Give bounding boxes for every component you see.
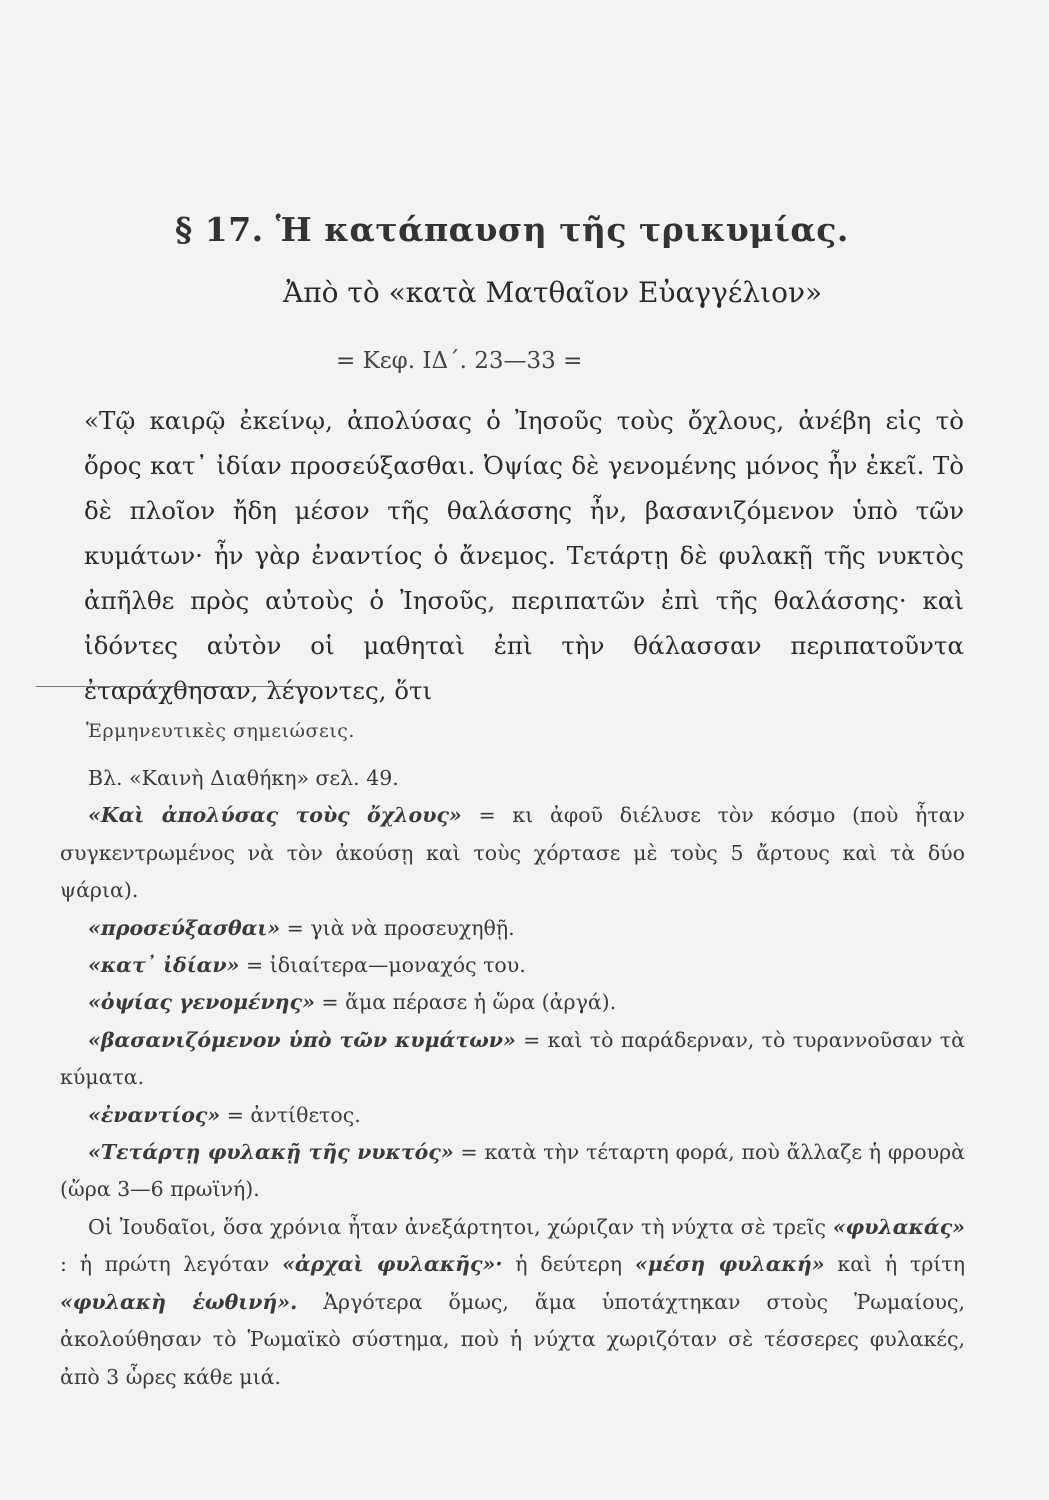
note-explanation: = ἰδιαίτερα—μοναχός του. (246, 953, 526, 978)
note-text: : ἡ πρώτη λεγόταν (60, 1252, 270, 1277)
note-explanation: = ἀντίθετος. (226, 1102, 361, 1127)
note-explanation: = κατὰ τὴν τέταρτη φορά, ποὺ ἄλλαζε ἡ φρουρὰ (ὥρα 3—6 πρωϊνή). (60, 1140, 965, 1202)
section-subtitle: Ἀπὸ τὸ «κατὰ Ματθαῖον Εὐαγγέλιον» (283, 276, 823, 309)
note-explanation: = κι ἀφοῦ διέλυσε τὸν κόσμο (ποὺ ἦταν συγκεντρωμένος νὰ τὸν ἀκούσῃ καὶ τοὺς χόρτασε μὲ τοὺς 5 ἄρτους καὶ τὰ δύο ψάρια). (60, 803, 965, 903)
notes-list (60, 760, 965, 1396)
note-item (60, 1134, 965, 1209)
note-term: «ὀψίας γενομένης» (88, 990, 315, 1015)
note-item (60, 1022, 965, 1097)
note-item (60, 1097, 965, 1134)
note-text: Ἀργότερα ὅμως, ἅμα ὑποτάχτηκαν στοὺς Ῥωμαίους, ἀκολούθησαν τὸ Ῥωμαϊκὸ σύστημα, ποὺ ἡ νύχτα χωριζόταν σὲ τέσσερες φυλακές, ἀπὸ 3 ὧρες κάθε μιά. (60, 1289, 965, 1389)
note-explanation: = καὶ τὸ παράδερναν, τὸ τυραννοῦσαν τὰ κύματα. (60, 1027, 965, 1090)
note-term: «ἀρχαὶ φυλακῆς»· (282, 1252, 503, 1277)
note-term: «Τετάρτῃ φυλακῇ τῆς νυκτός» (88, 1140, 454, 1165)
note-item (60, 760, 965, 797)
section-title: § 17. Ἡ κατάπαυση τῆς τρικυμίας. (175, 210, 849, 249)
note-text: Οἱ Ἰουδαῖοι, ὅσα χρόνια ἦταν ἀνεξάρτητοι, χώριζαν τὴ νύχτα σὲ τρεῖς (88, 1214, 827, 1239)
note-item (60, 947, 965, 984)
chapter-reference: = Κεφ. ΙΔ΄. 23—33 = (336, 348, 583, 374)
note-term: «προσεύξασθαι» (88, 915, 281, 940)
note-text: καὶ ἡ τρίτη (837, 1252, 965, 1277)
note-term: «φυλακάς» (832, 1214, 965, 1239)
note-paragraph (60, 1209, 965, 1396)
notes-heading: Ἑρμηνευτικὲς σημειώσεις. (86, 720, 355, 742)
note-text: ἡ δεύτερη (515, 1252, 623, 1277)
main-gospel-text: «Τῷ καιρῷ ἐκείνῳ, ἀπολύσας ὁ Ἰησοῦς τοὺς ὄχλους, ἀνέβη εἰς τὸ ὄρος κατ᾿ ἰδίαν προσεύξασθαι. Ὀψίας δὲ γενομένης μόνος ἦν ἐκεῖ. Τὸ δὲ πλοῖον ἤδη μέσον τῆς θαλάσσης ἦν, βασανιζόμενον ὑπὸ τῶν κυμάτων· ἦν γὰρ ἐναντίος ὁ ἄνεμος. Τετάρτῃ δὲ φυλακῇ τῆς νυκτὸς ἀπῆλθε πρὸς αὐτοὺς ὁ Ἰησοῦς, περιπατῶν ἐπὶ τῆς θαλάσσης· καὶ ἰδόντες αὐτὸν οἱ μαθηταὶ ἐπὶ τὴν θάλασσαν περιπατοῦντα ἐταράχθησαν, λέγοντες, ὅτι (84, 406, 964, 705)
footnote-divider (36, 686, 314, 687)
note-explanation: = ἅμα πέρασε ἡ ὥρα (ἀργά). (321, 990, 617, 1015)
note-term: «φυλακὴ ἑωθινή». (60, 1289, 298, 1314)
note-term: «κατ᾿ ἰδίαν» (88, 953, 240, 978)
note-item (60, 984, 965, 1021)
note-explanation: = γιὰ νὰ προσευχηθῇ. (286, 915, 515, 940)
note-reference: Βλ. «Καινὴ Διαθήκη» σελ. 49. (88, 766, 399, 790)
note-item (60, 910, 965, 947)
note-term: «βασανιζόμενον ὑπὸ τῶν κυμάτων» (88, 1027, 516, 1052)
note-item (60, 797, 965, 909)
note-term: «μέση φυλακή» (634, 1252, 825, 1277)
note-term: «Καὶ ἀπολύσας τοὺς ὄχλους» (88, 803, 462, 828)
note-term: «ἐναντίος» (88, 1102, 221, 1127)
